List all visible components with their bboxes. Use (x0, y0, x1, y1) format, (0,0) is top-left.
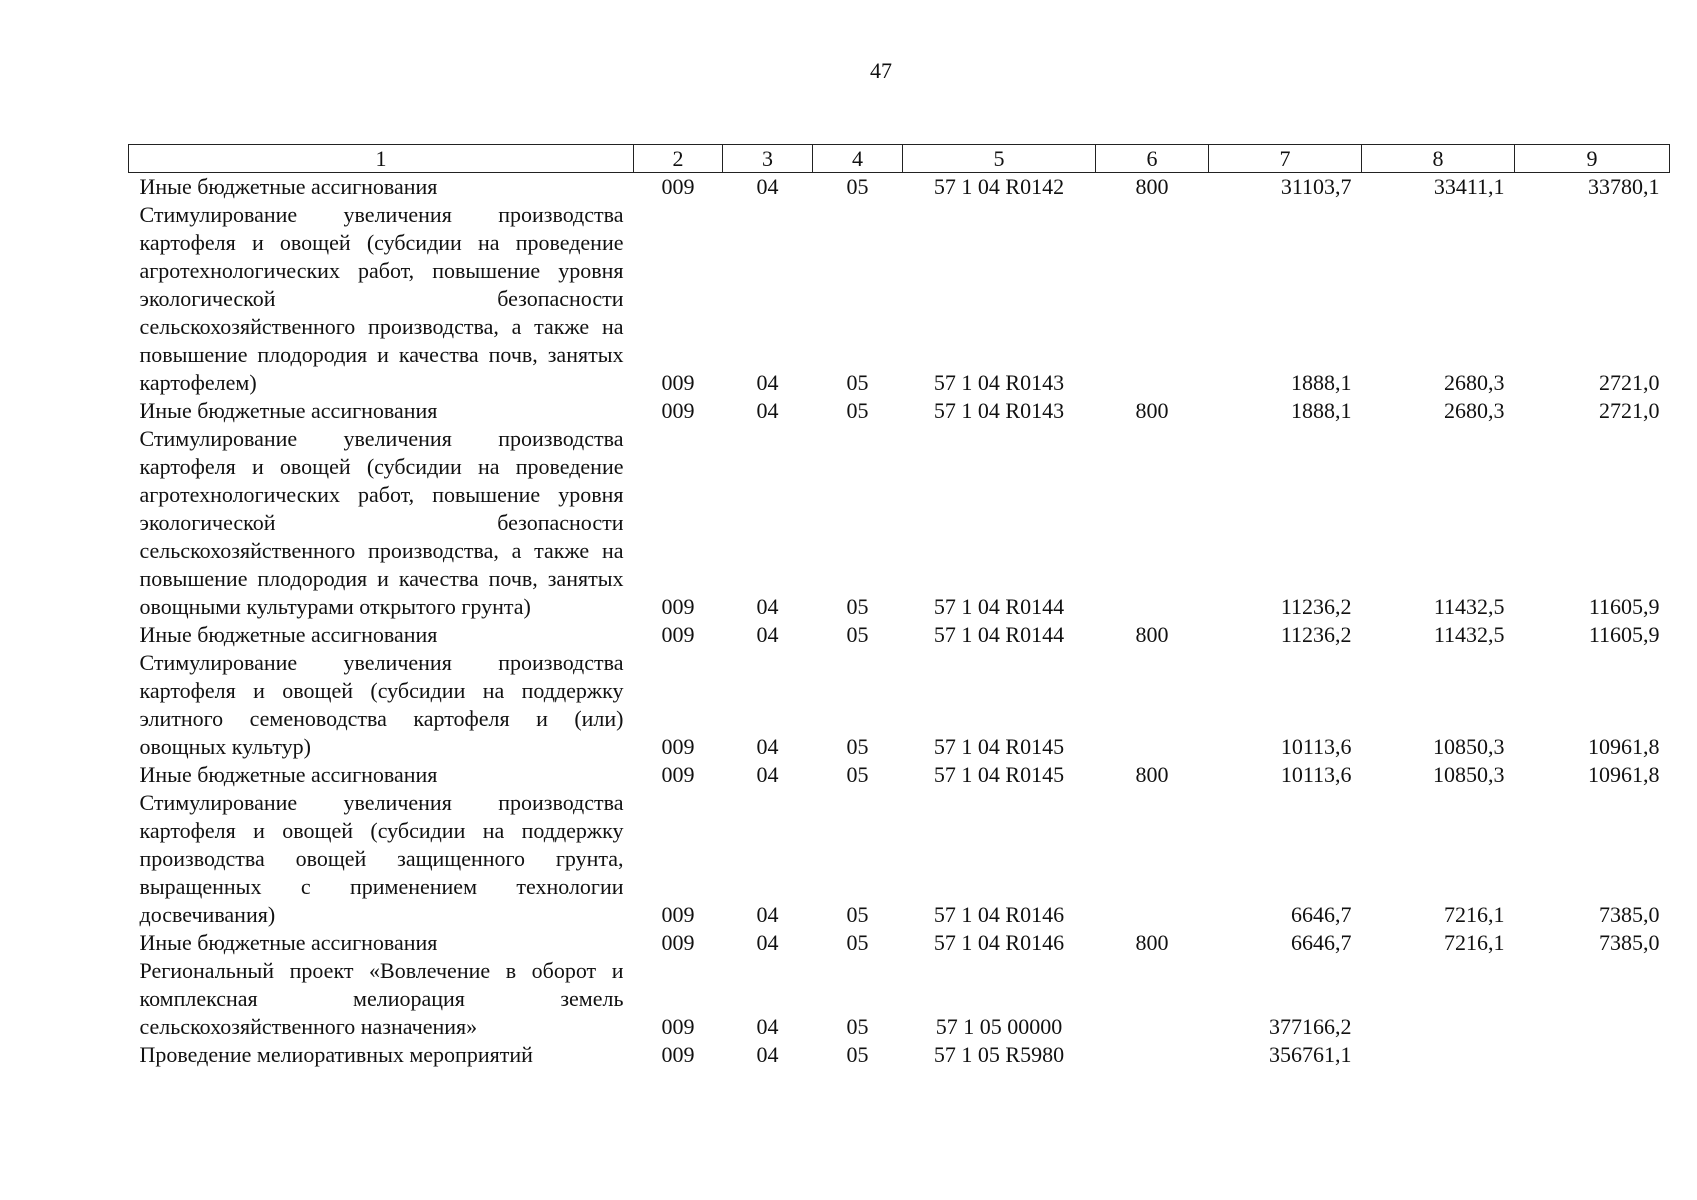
section-code: 04 (756, 622, 779, 647)
amount-col-8 (1362, 957, 1515, 1041)
ministry-code: 009 (661, 930, 695, 955)
target-article-code: 57 1 04 R0145 (933, 762, 1065, 787)
amount-col-8: 2680,3 (1444, 398, 1505, 423)
amount-col-9: 2721,0 (1599, 398, 1660, 423)
row-name: Проведение мелиоративных мероприятий (139, 1042, 533, 1067)
subsection-code: 05 (846, 622, 869, 647)
ministry-code: 009 (661, 762, 695, 787)
subsection-code: 05 (846, 734, 869, 759)
row-name: Иные бюджетные ассигнования (139, 622, 438, 647)
subsection-code: 05 (846, 594, 869, 619)
target-article-code: 57 1 05 00000 (935, 1014, 1063, 1039)
row-name: Стимулирование увеличения производства картофеля и овощей (субсидии на проведение агротехнологических работ, повышение уровня экологической безопасности сельскохозяйственного производства, а также на повышение плодородия и качества почв, занятых овощными культурами открытого грунта) (139, 426, 624, 619)
expense-type-code: 800 (1135, 762, 1169, 787)
amount-col-7: 31103,7 (1280, 174, 1352, 199)
section-code: 04 (756, 174, 779, 199)
column-header-3: 3 (723, 145, 813, 173)
column-header-6: 6 (1096, 145, 1209, 173)
column-header-2: 2 (634, 145, 723, 173)
ministry-code: 009 (661, 622, 695, 647)
row-name: Иные бюджетные ассигнования (139, 762, 438, 787)
expense-type-code (1096, 201, 1209, 397)
amount-col-7: 1888,1 (1291, 398, 1352, 423)
section-code: 04 (756, 1014, 779, 1039)
amount-col-9: 11605,9 (1588, 622, 1660, 647)
target-article-code: 57 1 04 R0145 (933, 734, 1065, 759)
row-name: Региональный проект «Вовлечение в оборот и комплексная мелиорация земель сельскохозяйственного назначения» (139, 958, 624, 1039)
subsection-code: 05 (846, 398, 869, 423)
amount-col-7: 10113,6 (1280, 762, 1352, 787)
target-article-code: 57 1 04 R0146 (933, 902, 1065, 927)
section-code: 04 (756, 734, 779, 759)
amount-col-9: 7385,0 (1599, 902, 1660, 927)
section-code: 04 (756, 370, 779, 395)
amount-col-7: 11236,2 (1280, 622, 1352, 647)
target-article-code: 57 1 04 R0144 (933, 594, 1065, 619)
page-number: 47 (870, 58, 892, 83)
table-row (129, 789, 1670, 929)
column-header-4: 4 (813, 145, 903, 173)
amount-col-8: 11432,5 (1433, 622, 1505, 647)
column-header-1: 1 (129, 145, 634, 173)
target-article-code: 57 1 04 R0143 (933, 370, 1065, 395)
table-row (129, 761, 1670, 789)
column-header-8: 8 (1362, 145, 1515, 173)
header-row (129, 145, 1670, 173)
ministry-code: 009 (661, 1042, 695, 1067)
amount-col-7: 11236,2 (1280, 594, 1352, 619)
amount-col-9: 11605,9 (1588, 594, 1660, 619)
amount-col-9: 10961,8 (1588, 734, 1660, 759)
row-name: Стимулирование увеличения производства картофеля и овощей (субсидии на поддержку элитного семеноводства картофеля и (или) овощных культур) (139, 650, 624, 759)
subsection-code: 05 (846, 370, 869, 395)
amount-col-7: 6646,7 (1291, 930, 1352, 955)
amount-col-8: 2680,3 (1444, 370, 1505, 395)
table-row (129, 1041, 1670, 1069)
row-name: Иные бюджетные ассигнования (139, 174, 438, 199)
table-row (129, 649, 1670, 761)
expense-type-code: 800 (1135, 174, 1169, 199)
row-name: Иные бюджетные ассигнования (139, 398, 438, 423)
column-header-7: 7 (1209, 145, 1362, 173)
amount-col-8: 33411,1 (1433, 174, 1505, 199)
amount-col-9 (1515, 957, 1670, 1041)
section-code: 04 (756, 930, 779, 955)
amount-col-7: 356761,1 (1269, 1042, 1352, 1067)
row-name: Стимулирование увеличения производства картофеля и овощей (субсидии на проведение агротехнологических работ, повышение уровня экологической безопасности сельскохозяйственного производства, а также на повышение плодородия и качества почв, занятых картофелем) (139, 202, 624, 395)
subsection-code: 05 (846, 174, 869, 199)
subsection-code: 05 (846, 902, 869, 927)
subsection-code: 05 (846, 930, 869, 955)
expense-type-code: 800 (1135, 930, 1169, 955)
amount-col-8 (1362, 1041, 1515, 1069)
table-header (129, 145, 1670, 173)
amount-col-8: 11432,5 (1433, 594, 1505, 619)
table-row (129, 397, 1670, 425)
amount-col-7: 6646,7 (1291, 902, 1352, 927)
amount-col-8: 10850,3 (1433, 734, 1505, 759)
row-name: Стимулирование увеличения производства картофеля и овощей (субсидии на поддержку производства овощей защищенного грунта, выращенных с применением технологии досвечивания) (139, 790, 624, 927)
budget-table (128, 144, 1670, 1069)
table-row (129, 929, 1670, 957)
table-row (129, 425, 1670, 621)
expense-type-code (1096, 425, 1209, 621)
ministry-code: 009 (661, 902, 695, 927)
section-code: 04 (756, 398, 779, 423)
amount-col-9: 10961,8 (1588, 762, 1660, 787)
amount-col-8: 7216,1 (1444, 930, 1505, 955)
table-row (129, 621, 1670, 649)
subsection-code: 05 (846, 1042, 869, 1067)
subsection-code: 05 (846, 762, 869, 787)
table-row (129, 957, 1670, 1041)
expense-type-code: 800 (1135, 398, 1169, 423)
ministry-code: 009 (661, 398, 695, 423)
expense-type-code (1096, 957, 1209, 1041)
expense-type-code (1096, 649, 1209, 761)
amount-col-7: 10113,6 (1280, 734, 1352, 759)
section-code: 04 (756, 594, 779, 619)
target-article-code: 57 1 04 R0142 (933, 174, 1065, 199)
amount-col-7: 377166,2 (1269, 1014, 1352, 1039)
table-body (129, 173, 1670, 1070)
amount-col-9: 2721,0 (1599, 370, 1660, 395)
amount-col-8: 7216,1 (1444, 902, 1505, 927)
target-article-code: 57 1 04 R0143 (933, 398, 1065, 423)
target-article-code: 57 1 05 R5980 (933, 1042, 1065, 1067)
section-code: 04 (756, 902, 779, 927)
expense-type-code: 800 (1135, 622, 1169, 647)
table-row (129, 173, 1670, 202)
section-code: 04 (756, 1042, 779, 1067)
target-article-code: 57 1 04 R0144 (933, 622, 1065, 647)
amount-col-9: 33780,1 (1588, 174, 1660, 199)
amount-col-9: 7385,0 (1599, 930, 1660, 955)
amount-col-7: 1888,1 (1291, 370, 1352, 395)
ministry-code: 009 (661, 370, 695, 395)
column-header-9: 9 (1515, 145, 1670, 173)
amount-col-8: 10850,3 (1433, 762, 1505, 787)
ministry-code: 009 (661, 174, 695, 199)
expense-type-code (1096, 1041, 1209, 1069)
ministry-code: 009 (661, 594, 695, 619)
section-code: 04 (756, 762, 779, 787)
expense-type-code (1096, 789, 1209, 929)
amount-col-9 (1515, 1041, 1670, 1069)
column-header-5: 5 (903, 145, 1096, 173)
ministry-code: 009 (661, 734, 695, 759)
subsection-code: 05 (846, 1014, 869, 1039)
row-name: Иные бюджетные ассигнования (139, 930, 438, 955)
table-row (129, 201, 1670, 397)
target-article-code: 57 1 04 R0146 (933, 930, 1065, 955)
ministry-code: 009 (661, 1014, 695, 1039)
